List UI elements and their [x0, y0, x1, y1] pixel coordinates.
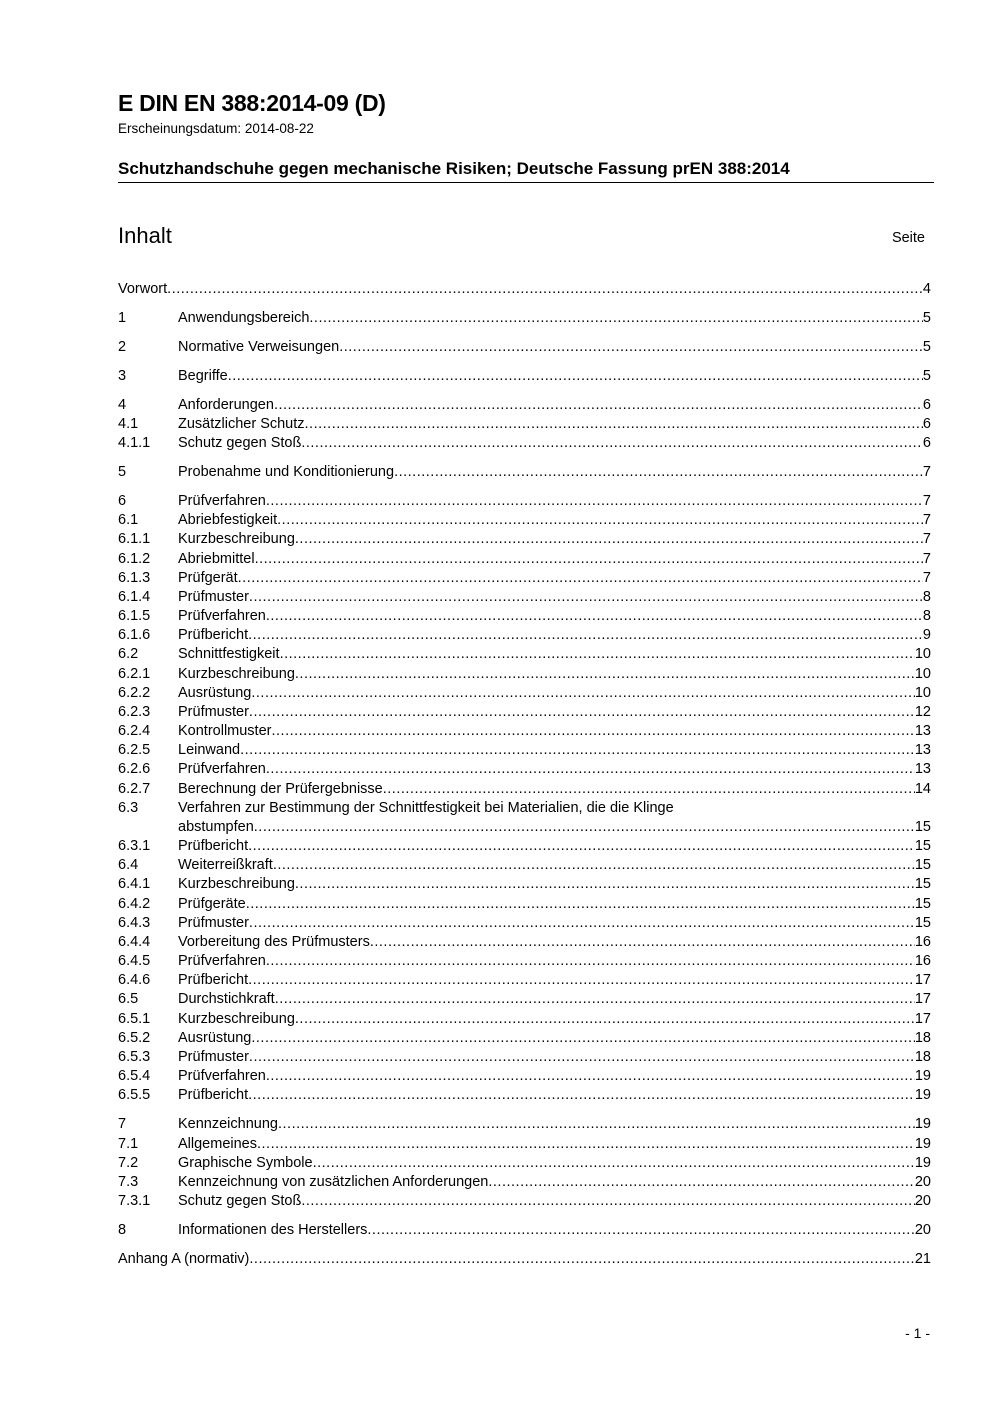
toc-entry[interactable]: [118, 799, 931, 818]
toc-dot-leader: [249, 1250, 914, 1269]
toc-entry-label: Weiterreißkraft: [178, 857, 273, 873]
toc-dot-leader: [271, 722, 914, 741]
toc-dot-leader: [273, 856, 915, 875]
toc-entry-page: 15: [914, 915, 931, 931]
toc-entry-page: 14: [914, 781, 931, 797]
toc-entry[interactable]: [118, 1135, 931, 1154]
toc-entry[interactable]: [118, 511, 931, 530]
toc-entry-text: [178, 722, 915, 741]
toc-dot-leader: [266, 952, 915, 971]
toc-entry-label: Durchstichkraft: [178, 991, 275, 1007]
toc-entry-text: [178, 569, 923, 588]
toc-dot-leader: [309, 309, 923, 328]
toc-entry[interactable]: [118, 665, 931, 684]
toc-entry-number: 6.2.2: [118, 685, 151, 701]
toc-entry-indent: [118, 818, 178, 837]
toc-dot-leader: [266, 607, 923, 626]
toc-entry-page: 20: [914, 1222, 931, 1238]
toc-entry[interactable]: [118, 856, 931, 875]
toc-entry-label: Prüfverfahren: [178, 953, 266, 969]
toc-entry-number: 6.3.1: [118, 838, 151, 854]
toc-entry[interactable]: [118, 1010, 931, 1029]
toc-entry-text: [178, 837, 915, 856]
toc-entry[interactable]: [118, 990, 931, 1009]
toc-entry-page: 5: [922, 368, 931, 384]
toc-dot-leader: [257, 1135, 915, 1154]
toc-dot-leader: [251, 1029, 915, 1048]
toc-entry-number: 6.5.4: [118, 1068, 151, 1084]
toc-entry-text: [178, 952, 915, 971]
toc-entry-text: [178, 856, 915, 875]
toc-entry-page: 6: [922, 397, 931, 413]
toc-entry[interactable]: [118, 1048, 931, 1067]
toc-dot-leader: [248, 1086, 915, 1105]
toc-entry-text: [178, 818, 915, 837]
toc-entry-number: 6.5: [118, 991, 139, 1007]
toc-entry-label: Prüfbericht: [178, 838, 249, 854]
toc-entry[interactable]: [118, 952, 931, 971]
toc-dot-leader: [266, 1067, 915, 1086]
toc-entry[interactable]: [118, 1250, 931, 1269]
toc-entry-continuation[interactable]: [118, 818, 931, 837]
toc-entry-text: [178, 741, 915, 760]
toc-entry[interactable]: [118, 741, 931, 760]
document-title: Schutzhandschuhe gegen mechanische Risiken; Deutsche Fassung prEN 388:2014: [118, 159, 790, 178]
toc-entry-text: [178, 760, 915, 779]
toc-dot-leader: [238, 569, 923, 588]
toc-dot-leader: [240, 741, 915, 760]
toc-dot-leader: [248, 971, 915, 990]
toc-entry-text: [178, 780, 915, 799]
toc-entry-label: Anwendungsbereich: [178, 310, 310, 326]
toc-entry-label: Vorwort: [118, 281, 168, 297]
toc-entry[interactable]: [118, 1086, 931, 1105]
toc-entry-number: 7.2: [118, 1155, 139, 1171]
toc-entry-text: [178, 492, 923, 511]
toc-entry-page: 5: [922, 310, 931, 326]
toc-dot-leader: [367, 1221, 914, 1240]
toc-entry[interactable]: [118, 1221, 931, 1240]
toc-entry-page: 5: [922, 339, 931, 355]
toc-entry-number: 3: [118, 368, 127, 384]
toc-dot-leader: [295, 665, 915, 684]
toc-entry-number: 6.2.6: [118, 761, 151, 777]
toc-dot-leader: [301, 434, 923, 453]
toc-entry[interactable]: [118, 396, 931, 415]
toc-entry-text: [178, 626, 923, 645]
toc-entry-text: [178, 550, 923, 569]
toc-entry[interactable]: [118, 530, 931, 549]
toc-entry-text: [178, 367, 923, 386]
toc-entry-label: Prüfverfahren: [178, 608, 266, 624]
toc-entry-label-continued: abstumpfen: [178, 819, 254, 835]
toc-entry-page: 21: [914, 1251, 931, 1267]
toc-entry[interactable]: [118, 1115, 931, 1134]
toc-entry-label: Abriebfestigkeit: [178, 512, 278, 528]
toc-entry-number: 6.1.4: [118, 589, 151, 605]
toc-entry-text: [178, 1048, 915, 1067]
toc-dot-leader: [301, 1192, 915, 1211]
toc-entry[interactable]: [118, 933, 931, 952]
toc-entry[interactable]: [118, 895, 931, 914]
toc-dot-leader: [383, 780, 915, 799]
toc-entry-text: [178, 588, 923, 607]
toc-dot-leader: [339, 338, 923, 357]
toc-entry-text: [178, 1154, 915, 1173]
toc-entry-text: [178, 1115, 915, 1134]
toc-entry-label: Schnittfestigkeit: [178, 646, 280, 662]
toc-entry-label: Kontrollmuster: [178, 723, 272, 739]
toc-entry-number: 6.2.1: [118, 666, 151, 682]
toc-dot-leader: [488, 1173, 914, 1192]
toc-entry-label: Prüfbericht: [178, 972, 249, 988]
toc-entry-label: Prüfmuster: [178, 589, 249, 605]
toc-entry[interactable]: [118, 1192, 931, 1211]
toc-entry-number: 1: [118, 310, 127, 326]
toc-entry-text: [178, 645, 915, 664]
toc-dot-leader: [295, 530, 923, 549]
toc-entry-number: 6.5.5: [118, 1087, 151, 1103]
toc-entry-number: 6.2.4: [118, 723, 151, 739]
toc-dot-leader: [255, 550, 923, 569]
toc-dot-leader: [228, 367, 923, 386]
toc-dot-leader: [295, 1010, 915, 1029]
toc-entry[interactable]: [118, 645, 931, 664]
toc-entry-number: 8: [118, 1222, 127, 1238]
toc-entry-text: [178, 1086, 915, 1105]
toc-entry-page: 10: [914, 646, 931, 662]
toc-entry-number: 7: [118, 1116, 127, 1132]
toc-entry-number: 7.3: [118, 1174, 139, 1190]
toc-entry[interactable]: [118, 780, 931, 799]
toc-entry-label: Normative Verweisungen: [178, 339, 340, 355]
toc-entry-text: [178, 895, 915, 914]
toc-entry-page: 18: [914, 1030, 931, 1046]
toc-dot-leader: [277, 511, 923, 530]
toc-heading: Inhalt: [118, 223, 172, 248]
toc-entry-label: Allgemeines: [178, 1136, 257, 1152]
toc-entry-page: 7: [922, 531, 931, 547]
toc-entry[interactable]: [118, 309, 931, 328]
toc-entry-page: 7: [922, 464, 931, 480]
toc-entry-label: Prüfverfahren: [178, 761, 266, 777]
toc-entry-number: 7.3.1: [118, 1193, 151, 1209]
toc-entry-label: Prüfgeräte: [178, 896, 246, 912]
toc-page-column-label: Seite: [891, 230, 925, 246]
toc-entry[interactable]: [118, 684, 931, 703]
toc-dot-leader: [248, 837, 915, 856]
toc-entry-label: Leinwand: [178, 742, 241, 758]
toc-entry-label: Berechnung der Prüfergebnisse: [178, 781, 383, 797]
toc-entry-label: Kurzbeschreibung: [178, 1011, 295, 1027]
toc-dot-leader: [313, 1154, 915, 1173]
toc-entry[interactable]: [118, 367, 931, 386]
toc-entry[interactable]: [118, 760, 931, 779]
toc-entry-label: Prüfverfahren: [178, 1068, 266, 1084]
toc-dot-leader: [266, 492, 923, 511]
toc-entry-number: 6.1.5: [118, 608, 151, 624]
toc-entry-label: Zusätzlicher Schutz: [178, 416, 305, 432]
toc-entry-text: [178, 309, 923, 328]
toc-entry[interactable]: [118, 703, 931, 722]
toc-entry[interactable]: [118, 280, 931, 299]
toc-entry-number: 6.4.1: [118, 876, 151, 892]
toc-entry-label: Prüfmuster: [178, 704, 249, 720]
toc-entry-number: 6.1: [118, 512, 139, 528]
toc-dot-leader: [249, 1048, 915, 1067]
toc-entry-label: Anhang A (normativ): [118, 1251, 250, 1267]
toc-entry-page: 7: [922, 512, 931, 528]
toc-entry-text: [178, 1173, 915, 1192]
toc-entry-page: 15: [914, 857, 931, 873]
toc-entry-label: Begriffe: [178, 368, 228, 384]
toc-dot-leader: [249, 703, 915, 722]
toc-entry-number: 6.1.2: [118, 551, 151, 567]
toc-entry[interactable]: [118, 1173, 931, 1192]
toc-entry-text: [118, 1250, 915, 1269]
toc-entry-page: 15: [914, 896, 931, 912]
toc-dot-leader: [280, 645, 915, 664]
toc-entry-label: Kurzbeschreibung: [178, 876, 295, 892]
toc-entry-number: 6: [118, 493, 127, 509]
toc-entry[interactable]: [118, 434, 931, 453]
toc-entry-text: [178, 396, 923, 415]
toc-entry-number: 6.2.7: [118, 781, 151, 797]
publication-date: Erscheinungsdatum: 2014-08-22: [118, 121, 314, 136]
toc-entry-page: 17: [914, 1011, 931, 1027]
toc-entry-page: 17: [914, 991, 931, 1007]
toc-dot-leader: [305, 415, 923, 434]
toc-dot-leader: [246, 895, 915, 914]
toc-entry-label: Ausrüstung: [178, 1030, 252, 1046]
toc-entry-label: Prüfgerät: [178, 570, 238, 586]
toc-entry-page: 15: [914, 819, 931, 835]
toc-entry[interactable]: [118, 875, 931, 894]
toc-entry-page: 19: [914, 1155, 931, 1171]
toc-entry-number: 6.5.2: [118, 1030, 151, 1046]
toc-entry-number: 6.2: [118, 646, 139, 662]
toc-entry-page: 8: [922, 608, 931, 624]
toc-entry-number: 6.4.2: [118, 896, 151, 912]
toc-entry-text: [178, 463, 923, 482]
toc-entry-text: [178, 684, 915, 703]
toc-entry-text: [178, 434, 923, 453]
toc-entry[interactable]: [118, 569, 931, 588]
toc-entry-page: 13: [914, 742, 931, 758]
toc-entry-label: Probenahme und Konditionierung: [178, 464, 395, 480]
toc-entry-number: 6.3: [118, 800, 139, 816]
toc-entry[interactable]: [118, 492, 931, 511]
toc-entry-number: 7.1: [118, 1136, 139, 1152]
toc-entry-page: 19: [914, 1087, 931, 1103]
toc-dot-leader: [251, 684, 915, 703]
toc-entry-number: 6.2.3: [118, 704, 151, 720]
toc-entry-text: [178, 703, 915, 722]
toc-entry-label: Informationen des Herstellers: [178, 1222, 368, 1238]
toc-entry-text: [178, 338, 923, 357]
toc-entry-text: [178, 530, 923, 549]
toc-entry-label: Prüfmuster: [178, 915, 249, 931]
toc-entry-label: Prüfverfahren: [178, 493, 266, 509]
toc-entry-page: 7: [922, 570, 931, 586]
toc-entry-label: Schutz gegen Stoß: [178, 435, 302, 451]
toc-entry-page: 19: [914, 1116, 931, 1132]
toc-entry-page: 16: [914, 953, 931, 969]
toc-entry-page: 15: [914, 838, 931, 854]
toc-entry-text: [178, 990, 915, 1009]
toc-entry-text: [178, 1135, 915, 1154]
toc-entry-number: 6.4.6: [118, 972, 151, 988]
page-number: - 1 -: [905, 1325, 930, 1341]
toc-entry-number: 6.5.1: [118, 1011, 151, 1027]
toc-dot-leader: [275, 990, 915, 1009]
toc-entry-page: 19: [914, 1068, 931, 1084]
toc-entry-text: [178, 1221, 915, 1240]
toc-entry-label: Schutz gegen Stoß: [178, 1193, 302, 1209]
toc-entry-page: 6: [922, 435, 931, 451]
toc-entry-label: Kennzeichnung von zusätzlichen Anforderungen: [178, 1174, 489, 1190]
toc-entry-number: 4: [118, 397, 127, 413]
toc-entry-page: 19: [914, 1136, 931, 1152]
toc-dot-leader: [278, 1115, 915, 1134]
toc-entry-number: 6.1.3: [118, 570, 151, 586]
toc-entry-page: 10: [914, 685, 931, 701]
toc-entry-number: 6.4.5: [118, 953, 151, 969]
toc-entry-label: Graphische Symbole: [178, 1155, 313, 1171]
toc-entry-number: 6.2.5: [118, 742, 151, 758]
toc-entry-page: 8: [922, 589, 931, 605]
title-divider: [118, 182, 934, 183]
toc-dot-leader: [274, 396, 923, 415]
toc-entry-label: Kurzbeschreibung: [178, 531, 295, 547]
toc-entry[interactable]: [118, 1154, 931, 1173]
toc-entry-text: [178, 875, 915, 894]
toc-entry[interactable]: [118, 463, 931, 482]
toc-entry[interactable]: [118, 837, 931, 856]
toc-entry-page: 16: [914, 934, 931, 950]
toc-entry-label: Vorbereitung des Prüfmusters: [178, 934, 370, 950]
toc-dot-leader: [254, 818, 915, 837]
toc-entry-page: 13: [914, 723, 931, 739]
toc-entry[interactable]: [118, 338, 931, 357]
toc-entry-text: [178, 914, 915, 933]
toc-entry-page: 13: [914, 761, 931, 777]
toc-entry-number: 6.4: [118, 857, 139, 873]
toc-entry[interactable]: [118, 914, 931, 933]
toc-dot-leader: [295, 875, 915, 894]
toc-entry-number: 6.5.3: [118, 1049, 151, 1065]
toc-entry-text: [178, 971, 915, 990]
toc-entry[interactable]: [118, 1067, 931, 1086]
toc-entry-number: 6.1.1: [118, 531, 151, 547]
toc-entry-page: 9: [922, 627, 931, 643]
toc-entry-text: [178, 1192, 915, 1211]
toc-entry-text: [178, 415, 923, 434]
toc-entry-page: 7: [922, 551, 931, 567]
toc-dot-leader: [266, 760, 915, 779]
toc-dot-leader: [249, 914, 915, 933]
toc-entry-page: 12: [914, 704, 931, 720]
toc-entry[interactable]: [118, 588, 931, 607]
toc-entry-text: [178, 1029, 915, 1048]
toc-dot-leader: [249, 588, 923, 607]
toc-entry-number: 4.1: [118, 416, 139, 432]
toc-entry-text: [178, 511, 923, 530]
toc-entry-text: [178, 1010, 915, 1029]
toc-entry-page: 7: [922, 493, 931, 509]
toc-entry-page: 17: [914, 972, 931, 988]
toc-entry-page: 20: [914, 1193, 931, 1209]
toc-entry-number: 2: [118, 339, 127, 355]
toc-entry-page: 10: [914, 666, 931, 682]
toc-entry-label: Prüfbericht: [178, 627, 249, 643]
toc-entry[interactable]: [118, 626, 931, 645]
toc-entry-label: Verfahren zur Bestimmung der Schnittfestigkeit bei Materialien, die die Klinge: [178, 800, 674, 816]
toc-entry-label: Kurzbeschreibung: [178, 666, 295, 682]
toc-entry-text: [118, 280, 923, 299]
toc-entry-text: [178, 933, 915, 952]
toc-entry[interactable]: [118, 1029, 931, 1048]
toc-dot-leader: [394, 463, 923, 482]
toc-entry-label: Kennzeichnung: [178, 1116, 278, 1132]
toc-entry-page: 4: [922, 281, 931, 297]
toc-entry[interactable]: [118, 415, 931, 434]
toc-dot-leader: [248, 626, 923, 645]
toc-entry[interactable]: [118, 971, 931, 990]
toc-entry-page: 6: [922, 416, 931, 432]
toc-dot-leader: [167, 280, 923, 299]
toc-entry-page: 18: [914, 1049, 931, 1065]
toc-dot-leader: [370, 933, 915, 952]
toc-entry-number: 5: [118, 464, 127, 480]
toc-entry-label: Anforderungen: [178, 397, 274, 413]
toc-entry-label: Abriebmittel: [178, 551, 255, 567]
toc-entry-number: 6.4.4: [118, 934, 151, 950]
toc-entry-number: 6.4.3: [118, 915, 151, 931]
toc-entry-label: Prüfbericht: [178, 1087, 249, 1103]
toc-entry-label: Prüfmuster: [178, 1049, 249, 1065]
toc-entry[interactable]: [118, 550, 931, 569]
toc-entry[interactable]: [118, 607, 931, 626]
toc-entry-page: 20: [914, 1174, 931, 1190]
toc-entry-page: 15: [914, 876, 931, 892]
toc-entry-text: [178, 665, 915, 684]
toc-entry-label: Ausrüstung: [178, 685, 252, 701]
toc-entry-text: [178, 607, 923, 626]
toc-entry-number: 6.1.6: [118, 627, 151, 643]
toc-entry[interactable]: [118, 722, 931, 741]
toc-entry-text: [178, 1067, 915, 1086]
toc-entry-number: 4.1.1: [118, 435, 151, 451]
document-id: E DIN EN 388:2014-09 (D): [118, 90, 386, 116]
